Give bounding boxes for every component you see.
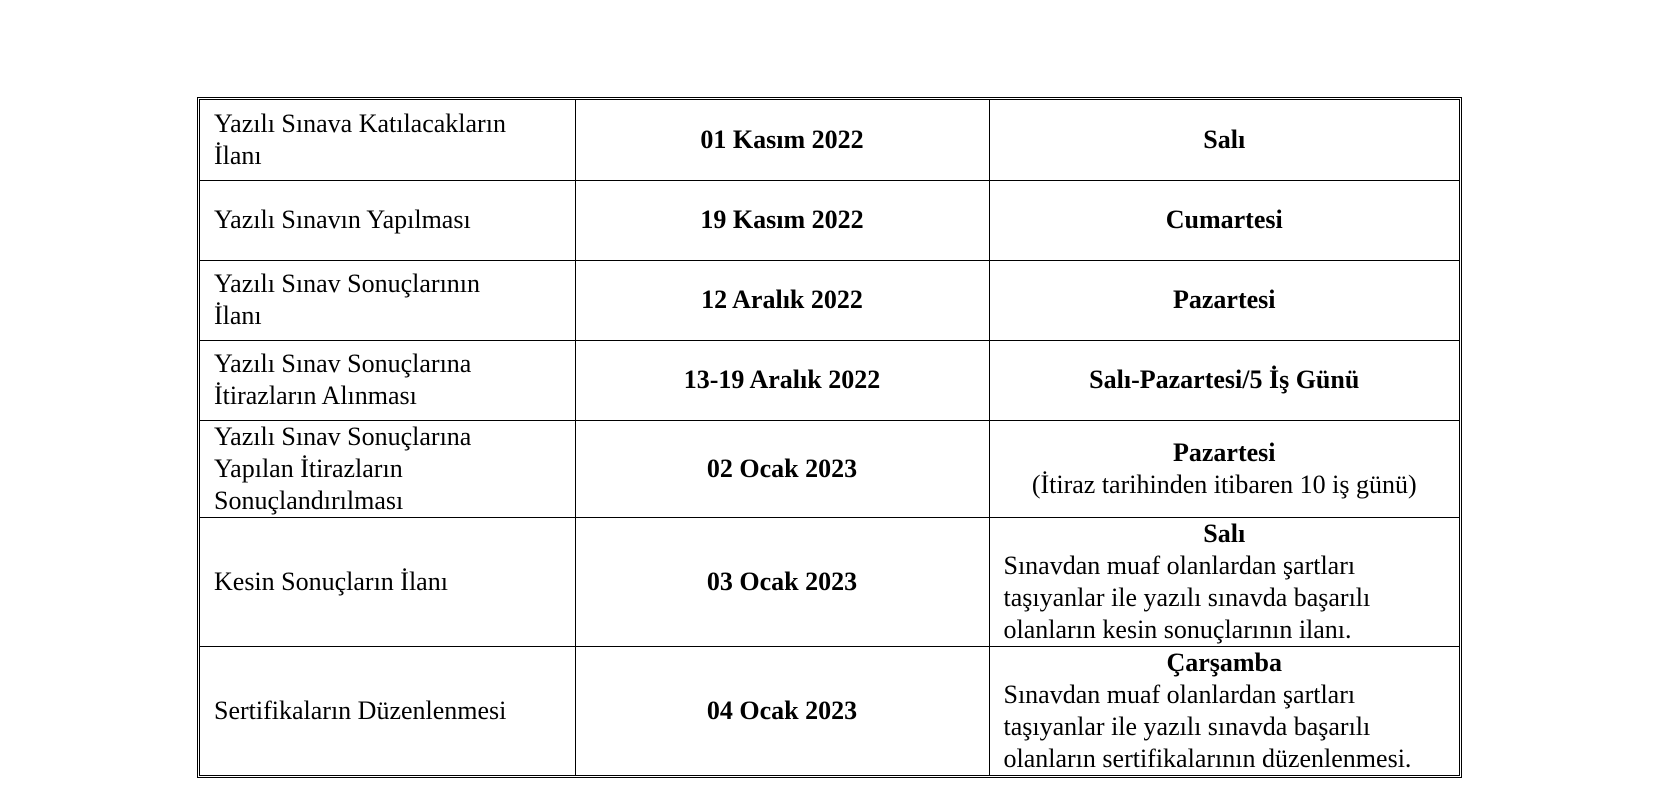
day-cell: Pazartesi <box>989 260 1459 340</box>
event-text: Kesin Sonuçların İlanı <box>214 566 448 596</box>
event-cell <box>200 260 575 340</box>
event-text: Sertifikaların Düzenlenmesi <box>214 695 507 725</box>
event-text: Yazılı Sınav Sonuçlarına İtirazların Alınması <box>214 349 472 410</box>
table-row <box>200 180 1459 260</box>
event-text: Yazılı Sınavın Yapılması <box>214 205 471 234</box>
event-cell <box>200 180 575 260</box>
date-cell: 13-19 Aralık 2022 <box>575 340 989 420</box>
date-cell: 01 Kasım 2022 <box>575 100 989 180</box>
date-cell: 02 Ocak 2023 <box>575 420 989 517</box>
day-name: Pazartesi <box>1172 437 1276 467</box>
event-text: Yazılı Sınava Katılacakların İlanı <box>214 108 506 170</box>
table-row <box>200 260 1459 340</box>
day-cell: Cumartesi <box>989 180 1459 260</box>
date-cell: 03 Ocak 2023 <box>575 517 989 646</box>
date-cell: 19 Kasım 2022 <box>575 180 989 260</box>
table-row <box>200 646 1459 775</box>
day-cell <box>989 517 1459 646</box>
event-cell <box>200 340 575 420</box>
day-name: Çarşamba <box>1166 647 1283 677</box>
day-detail: Sınavdan muaf olanlardan şartları taşıyanlar ile yazılı sınavda başarılı olanların kesin sonuçlarının ilanı. <box>1003 550 1371 644</box>
event-cell <box>200 420 575 517</box>
event-cell <box>200 517 575 646</box>
table-row <box>200 517 1459 646</box>
schedule-table-frame <box>197 97 1462 778</box>
exam-schedule-table <box>200 100 1459 775</box>
table-row <box>200 420 1459 517</box>
date-cell: 12 Aralık 2022 <box>575 260 989 340</box>
event-text: Yazılı Sınav Sonuçlarına Yapılan İtirazların Sonuçlandırılması <box>214 421 472 515</box>
date-cell: 04 Ocak 2023 <box>575 646 989 775</box>
event-text: Yazılı Sınav Sonuçlarının İlanı <box>214 269 481 330</box>
day-cell <box>989 420 1459 517</box>
event-cell <box>200 100 575 180</box>
day-cell: Salı <box>989 100 1459 180</box>
table-row <box>200 340 1459 420</box>
day-name: Salı <box>1203 518 1246 548</box>
event-cell <box>200 646 575 775</box>
table-row <box>200 100 1459 180</box>
day-note: (İtiraz tarihinden itibaren 10 iş günü) <box>1031 469 1417 499</box>
day-detail: Sınavdan muaf olanlardan şartları taşıyanlar ile yazılı sınavda başarılı olanların sertifikalarının düzenlenmesi. <box>1003 679 1412 773</box>
day-cell <box>989 646 1459 775</box>
day-cell: Salı-Pazartesi/5 İş Günü <box>989 340 1459 420</box>
